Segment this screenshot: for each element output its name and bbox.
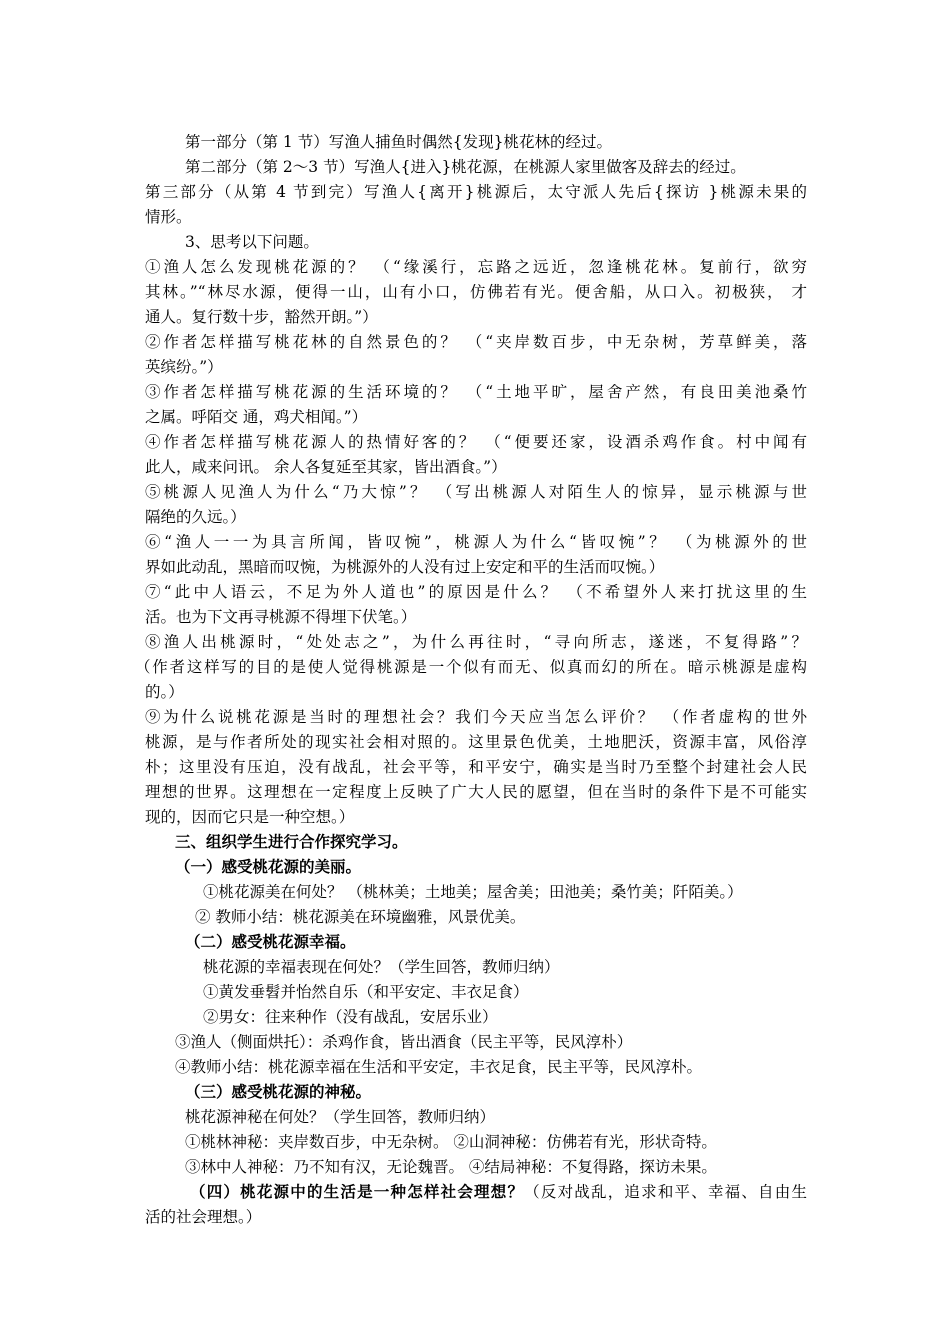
text-line: 活。也为下文再寻桃源不得埋下伏笔。）	[145, 608, 417, 626]
text-line: 英缤纷。”）	[145, 358, 223, 376]
answer-text: （反对战乱，追求和平、幸福、自由生	[524, 1183, 807, 1201]
question-7: ⑦“此中人语云，不足为外人道也”的原因是什么？ （不希望外人来打扰这里的生	[145, 583, 807, 601]
text-line: 理想的世界。这理想在一定程度上反映了广大人民的愿望，但在当时的条件下是不可能实	[145, 783, 807, 801]
question-8: ⑧渔人出桃源时，“处处志之”，为什么再往时，“寻向所志，遂迷，不复得路”？	[145, 633, 807, 651]
text-line: ② 教师小结：桃花源美在环境幽雅，风景优美。	[195, 908, 526, 926]
text-line: 情形。	[145, 208, 192, 226]
text-line: ①桃林神秘：夹岸数百步，中无杂树。 ②山洞神秘：仿佛若有光，形状奇特。	[185, 1133, 717, 1151]
text-line: 第二部分（第 2～3 节）写渔人{进入}桃花源，在桃源人家里做客及辞去的经过。	[185, 158, 746, 176]
text-line: 活的社会理想。）	[145, 1208, 262, 1226]
text-line: ③林中人神秘：乃不知有汉，无论魏晋。 ④结局神秘：不复得路，探访未果。	[185, 1158, 717, 1176]
subsection-heading-line	[190, 1182, 807, 1202]
text-line: 现的，因而它只是一种空想。）	[145, 808, 355, 826]
question-9: ⑨为什么说桃花源是当时的理想社会？我们今天应当怎么评价？ （作者虚构的世外	[145, 708, 807, 726]
text-line: ①桃花源美在何处？ （桃林美；土地美；屋舍美；田池美；桑竹美；阡陌美。）	[203, 883, 743, 901]
text-line: ④教师小结：桃花源幸福在生活和平安定，丰衣足食，民主平等，民风淳朴。	[175, 1058, 703, 1076]
text-line: 通人。复行数十步，豁然开朗。”）	[145, 308, 378, 326]
text-line: 3、思考以下问题。	[185, 233, 319, 251]
text-line: 其林。”“林尽水源，便得一山，山有小口，仿佛若有光。便舍船，从口入。初极狭， 才	[145, 283, 807, 301]
text-line: （作者这样写的目的是使人觉得桃源是一个似有而无、似真而幻的所在。暗示桃源是虚构	[135, 658, 807, 676]
subsection-heading: （二）感受桃花源幸福。	[185, 932, 356, 951]
text-line: 此人，咸来问讯。 余人各复延至其家，皆出酒食。”）	[145, 458, 507, 476]
text-line: 第一部分（第 1 节）写渔人捕鱼时偶然{发现}桃花林的经过。	[185, 133, 612, 151]
subsection-heading: （四）桃花源中的生活是一种怎样社会理想？	[190, 1182, 525, 1201]
text-line: 朴；这里没有压迫，没有战乱，社会平等，和平安宁，确实是当时乃至整个封建社会人民	[145, 758, 807, 776]
text-line: ②男女：往来种作（没有战乱，安居乐业）	[203, 1008, 498, 1026]
subsection-heading: （一）感受桃花源的美丽。	[175, 857, 362, 876]
question-6: ⑥“渔人一一为具言所闻，皆叹惋”，桃源人为什么“皆叹惋”？ （为桃源外的世	[145, 533, 807, 551]
question-2: ②作者怎样描写桃花林的自然景色的？ （“夹岸数百步，中无杂树，芳草鲜美，落	[145, 333, 807, 351]
text-line: 桃花源的幸福表现在何处？（学生回答，教师归纳）	[203, 958, 560, 976]
text-line: 隔绝的久远。）	[145, 508, 246, 526]
text-line: 桃源，是与作者所处的现实社会相对照的。这里景色优美，土地肥沃，资源丰富，风俗淳	[145, 733, 807, 751]
text-line: 的。）	[145, 683, 184, 701]
text-line: 第三部分（从第 4 节到完）写渔人{离开}桃源后，太守派人先后{探访 }桃源未果的	[145, 183, 807, 201]
question-3: ③作者怎样描写桃花源的生活环境的？ （“土地平旷，屋舍产然，有良田美池桑竹	[145, 383, 807, 401]
text-line: ①黄发垂髫并怡然自乐（和平安定、丰衣足食）	[203, 983, 529, 1001]
text-line: 界如此动乱，黑暗而叹惋，为桃源外的人没有过上安定和平的生活而叹惋。）	[145, 558, 665, 576]
subsection-heading: （三）感受桃花源的神秘。	[185, 1082, 372, 1101]
question-1: ①渔人怎么发现桃花源的？ （“缘溪行，忘路之远近，忽逢桃花林。复前行，欲穷	[145, 258, 807, 276]
section-heading: 三、组织学生进行合作探究学习。	[175, 832, 408, 851]
text-line: ③渔人（侧面烘托）：杀鸡作食，皆出酒食（民主平等，民风淳朴）	[175, 1033, 633, 1051]
text-line: 桃花源神秘在何处？（学生回答，教师归纳）	[185, 1108, 496, 1126]
question-5: ⑤桃源人见渔人为什么“乃大惊”？ （写出桃源人对陌生人的惊异，显示桃源与世	[145, 483, 807, 501]
text-line: 之属。呼陌交 通，鸡犬相闻。”）	[145, 408, 368, 426]
question-4: ④作者怎样描写桃花源人的热情好客的？ （“便要还家，设酒杀鸡作食。村中闻有	[145, 433, 807, 451]
